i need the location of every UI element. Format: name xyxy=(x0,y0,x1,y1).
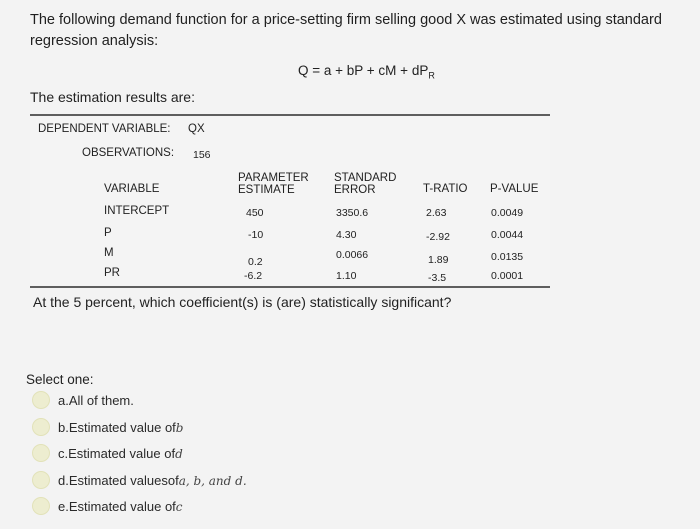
row-pr-variable: PR xyxy=(104,267,120,279)
header-parameter-line1: PARAMETER xyxy=(238,172,309,184)
header-standard-error xyxy=(334,172,396,196)
row-intercept-estimate: 450 xyxy=(246,207,264,219)
header-p-value: P-VALUE xyxy=(490,183,539,195)
row-m-se: 0.0066 xyxy=(336,249,369,261)
row-pr-estimate: -6.2 xyxy=(244,270,263,282)
header-se-line1: STANDARD xyxy=(334,172,397,184)
question-intro: The following demand function for a price-setting firm selling good X was estimated using standard regression analysis: xyxy=(30,12,662,49)
header-variable: VARIABLE xyxy=(104,183,160,195)
option-d-radio[interactable] xyxy=(32,471,50,489)
option-a-radio[interactable] xyxy=(32,391,50,409)
option-e-label xyxy=(58,499,183,514)
equation-subscript: R xyxy=(428,70,435,81)
row-m-p: 0.0135 xyxy=(491,251,524,263)
option-a-text: a.All of them. xyxy=(58,392,134,408)
row-p-variable: P xyxy=(104,227,112,239)
row-intercept-se: 3350.6 xyxy=(336,207,369,219)
option-c-text: c.Estimated value of xyxy=(58,445,176,461)
row-pr-p: 0.0001 xyxy=(491,270,524,282)
select-one-label: Select one: xyxy=(26,372,94,387)
option-b[interactable] xyxy=(32,416,183,438)
row-m-variable: M xyxy=(104,247,114,259)
option-d[interactable] xyxy=(32,469,247,491)
option-d-text: d.Estimated valuesof xyxy=(58,472,179,488)
regression-results-table xyxy=(30,114,550,288)
question-text: At the 5 percent, which coefficient(s) is (are) statistically significant? xyxy=(33,294,452,310)
header-parameter-line2: ESTIMATE xyxy=(238,184,295,196)
option-d-label xyxy=(58,473,247,488)
header-parameter-estimate xyxy=(238,172,309,196)
row-intercept-t: 2.63 xyxy=(426,207,447,219)
row-intercept-variable: INTERCEPT xyxy=(104,205,170,217)
row-pr-t: -3.5 xyxy=(428,272,447,284)
row-p-estimate: -10 xyxy=(248,229,264,241)
option-a-label xyxy=(58,393,134,408)
dependent-variable-value: QX xyxy=(188,123,205,135)
option-d-italic: a, b, and d. xyxy=(178,473,247,488)
header-se-line2: ERROR xyxy=(334,184,376,196)
option-b-radio[interactable] xyxy=(32,418,50,436)
equation-main: Q = a + bP + cM + dP xyxy=(298,63,429,78)
option-b-label xyxy=(58,420,183,435)
observations-label: OBSERVATIONS: xyxy=(82,147,175,159)
row-m-estimate: 0.2 xyxy=(248,256,263,268)
option-b-text: b.Estimated value of xyxy=(58,419,176,435)
observations-value: 156 xyxy=(193,149,211,161)
header-t-ratio: T-RATIO xyxy=(423,183,468,195)
option-c-italic: d xyxy=(175,446,183,461)
option-b-italic: b xyxy=(175,420,184,435)
option-a[interactable] xyxy=(32,389,134,411)
option-e-radio[interactable] xyxy=(32,497,50,515)
row-intercept-p: 0.0049 xyxy=(491,207,524,219)
option-c-label xyxy=(58,446,183,461)
row-p-se: 4.30 xyxy=(336,229,357,241)
row-p-p: 0.0044 xyxy=(491,229,524,241)
option-e-text: e.Estimated value of xyxy=(58,498,176,514)
row-m-t: 1.89 xyxy=(428,254,449,266)
option-c[interactable] xyxy=(32,442,183,464)
option-e[interactable] xyxy=(32,495,183,517)
dependent-variable-label: DEPENDENT VARIABLE: xyxy=(38,123,171,135)
option-c-radio[interactable] xyxy=(32,444,50,462)
row-p-t: -2.92 xyxy=(426,231,450,243)
row-pr-se: 1.10 xyxy=(336,270,357,282)
option-e-italic: c xyxy=(175,499,183,514)
results-label: The estimation results are: xyxy=(30,89,195,105)
demand-equation xyxy=(298,63,435,81)
